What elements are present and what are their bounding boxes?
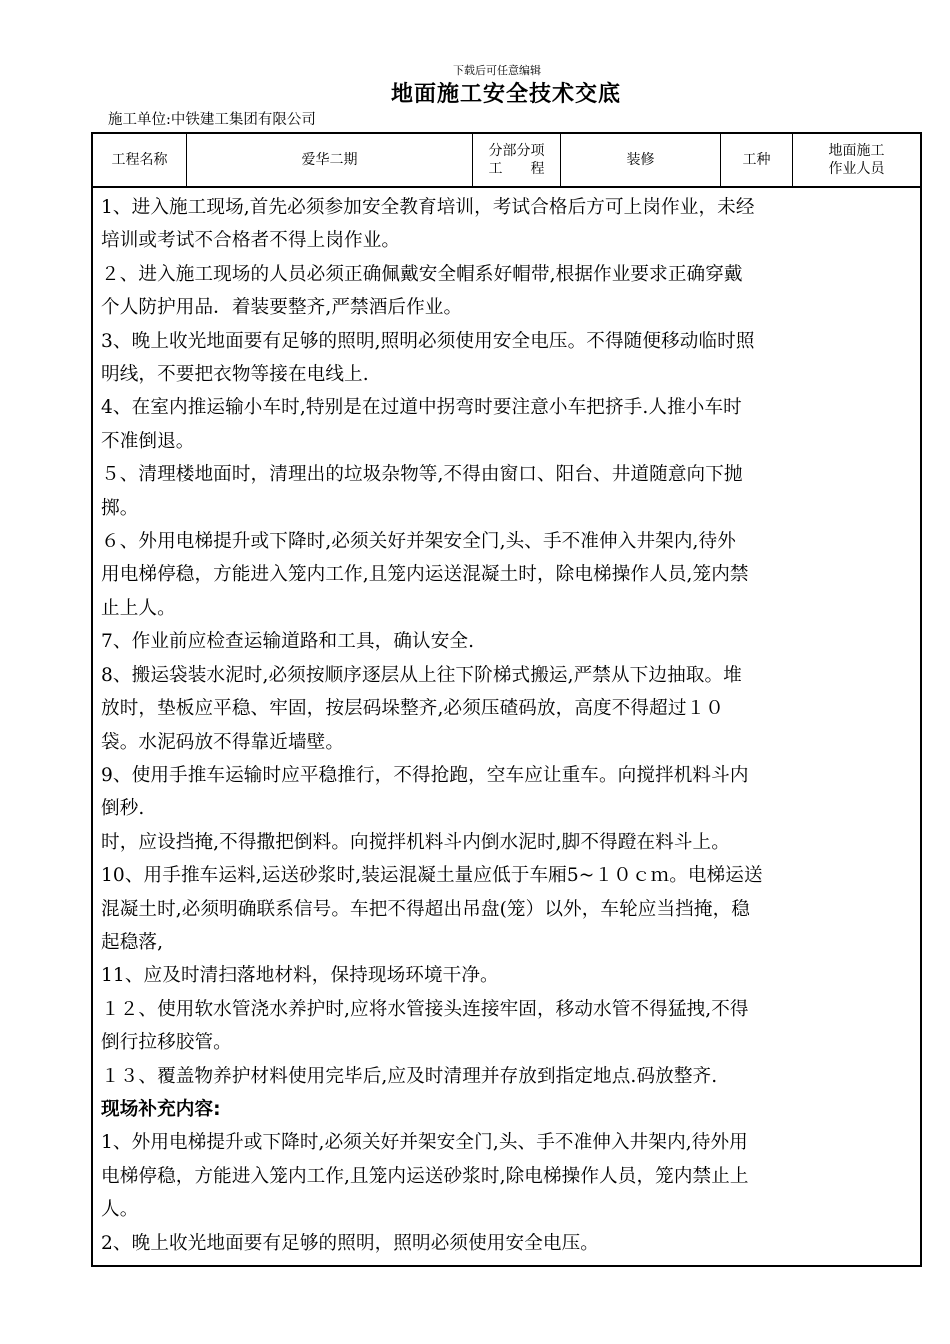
content-line: 1、进入施工现场,首先必须参加安全教育培训，考试合格后方可上岗作业，未经 bbox=[101, 197, 755, 218]
supplement-line: 1、外用电梯提升或下降时,必须关好并架安全门,头、手不准伸入井架内,待外用 bbox=[101, 1132, 748, 1154]
content-line: 放时，垫板应平稳、牢固，按层码垛整齐,必须压碴码放，高度不得超过１０ bbox=[101, 698, 724, 720]
content-line: 9、使用手推车运输时应平稳推行，不得抢跑，空车应让重车。向搅拌机料斗内 bbox=[101, 764, 749, 786]
trade-value-line-1: 地面施工 bbox=[828, 143, 885, 159]
table-header-row bbox=[93, 134, 920, 188]
content-line: 倒行拉移胶管。 bbox=[101, 1032, 232, 1054]
content-line: 10、用手推车运料,运送砂浆时,装运混凝土量应低于车厢5~１０ｃｍ。电梯运送 bbox=[101, 865, 763, 887]
disclosure-content bbox=[101, 191, 891, 1260]
trade-value-line-2: 作业人员 bbox=[828, 161, 885, 177]
subproject-value: 装修 bbox=[561, 134, 721, 186]
content-line: 起稳落, bbox=[101, 931, 164, 953]
project-name-label: 工程名称 bbox=[93, 134, 187, 186]
content-line: 时，应设挡掩,不得撒把倒料。向搅拌机料斗内倒水泥时,脚不得蹬在料斗上。 bbox=[101, 831, 730, 853]
download-note: 下载后可任意编辑 bbox=[453, 64, 541, 77]
content-line: 培训或考试不合格者不得上岗作业。 bbox=[101, 230, 401, 252]
content-line: ２、进入施工现场的人员必须正确佩戴安全帽系好帽带,根据作业要求正确穿戴 bbox=[101, 263, 743, 285]
supplement-line: 电梯停稳，方能进入笼内工作,且笼内运送砂浆时,除电梯操作人员，笼内禁止上 bbox=[101, 1165, 749, 1187]
subproject-label-line-1: 分部分项 bbox=[488, 143, 545, 159]
document-title: 地面施工安全技术交底 bbox=[390, 82, 621, 107]
trade-value bbox=[793, 134, 920, 186]
supplement-heading: 现场补充内容: bbox=[101, 1098, 221, 1120]
content-line: 4、在室内推运输小车时,特别是在过道中拐弯时要注意小车把挤手.人推小车时 bbox=[101, 397, 742, 419]
content-line: ６、外用电梯提升或下降时,必须关好并架安全门,头、手不准伸入井架内,待外 bbox=[101, 531, 736, 553]
subproject-label-line-2: 工 程 bbox=[488, 161, 545, 177]
content-line: ５、清理楼地面时，清理出的垃圾杂物等,不得由窗口、阳台、井道随意向下抛 bbox=[101, 464, 743, 486]
content-line: 止上人。 bbox=[101, 597, 176, 619]
disclosure-table bbox=[91, 132, 922, 1267]
content-line: 8、搬运袋装水泥时,必须按顺序逐层从上往下阶梯式搬运,严禁从下边抽取。堆 bbox=[101, 664, 742, 686]
supplement-line: 2、晚上收光地面要有足够的照明，照明必须使用安全电压。 bbox=[101, 1232, 599, 1254]
content-line: １３、覆盖物养护材料使用完毕后,应及时清理并存放到指定地点.码放整齐. bbox=[101, 1065, 718, 1087]
content-line: 7、作业前应检查运输道路和工具，确认安全. bbox=[101, 631, 475, 653]
trade-label: 工种 bbox=[721, 134, 793, 186]
content-line: 3、晚上收光地面要有足够的照明,照明必须使用安全电压。不得随便移动临时照 bbox=[101, 330, 755, 352]
subproject-label bbox=[473, 134, 561, 186]
content-line: 不准倒退。 bbox=[101, 430, 195, 452]
content-line: 混凝土时,必须明确联系信号。车把不得超出吊盘(笼）以外，车轮应当挡掩，稳 bbox=[101, 898, 750, 920]
content-line: 倒秒. bbox=[101, 798, 145, 820]
content-line: 11、应及时清扫落地材料，保持现场环境干净。 bbox=[101, 965, 499, 987]
content-line: 个人防护用品．着装要整齐,严禁酒后作业。 bbox=[101, 297, 463, 319]
supplement-line: 人。 bbox=[101, 1199, 139, 1221]
content-line: 掷。 bbox=[101, 497, 139, 519]
content-line: １２、使用软水管浇水养护时,应将水管接头连接牢固，移动水管不得猛拽,不得 bbox=[101, 998, 749, 1020]
content-line: 袋。水泥码放不得靠近墙壁。 bbox=[101, 731, 345, 753]
construction-unit: 施工单位:中铁建工集团有限公司 bbox=[108, 112, 316, 128]
content-line: 用电梯停稳，方能进入笼内工作,且笼内运送混凝土时，除电梯操作人员,笼内禁 bbox=[101, 564, 749, 586]
project-name-value: 爱华二期 bbox=[187, 134, 473, 186]
content-line: 明线，不要把衣物等接在电线上. bbox=[101, 364, 369, 386]
